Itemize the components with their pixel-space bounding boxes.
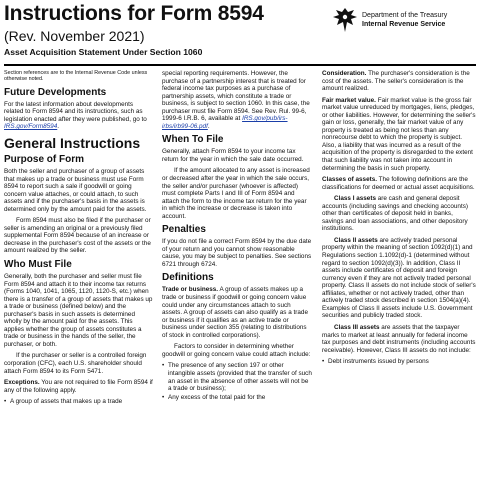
- department-label: Department of the Treasury: [362, 12, 448, 19]
- agency-block: [332, 6, 478, 36]
- intro-note: Section references are to the Internal Revenue Code unless otherwise noted.: [4, 70, 148, 83]
- classes-paragraph: Classes of assets. The following definitions are the classifications for deemed or actual asset acquisitions.: [322, 176, 475, 191]
- when-paragraph-1: Generally, attach Form 8594 to your income tax return for the year in which the sale date occurred.: [162, 148, 304, 163]
- purpose-paragraph-1: Both the seller and purchaser of a group of assets that makes up a trade or business must use Form 8594 to report such a sale if goodwill or going concern value attaches, or could attach, to such assets and if the purchaser's basis in the assets is determined only by the amount paid for the assets.: [4, 168, 147, 213]
- document-header: [4, 2, 304, 58]
- column-2: [162, 70, 312, 402]
- future-developments-heading: Future Developments: [4, 86, 107, 98]
- factors-bullet-1: • The presence of any section 197 or other intangible assets (provided that the transfer of such an asset in the absence of other assets will not be a trade or business);: [162, 362, 312, 392]
- document-subtitle: Asset Acquisition Statement Under Section 1060: [4, 47, 203, 57]
- when-to-file-heading: When To File: [162, 134, 224, 146]
- general-instructions-heading: General Instructions: [4, 135, 141, 151]
- purpose-heading: Purpose of Form: [4, 154, 85, 165]
- definitions-heading: Definitions: [162, 272, 214, 284]
- penalties-paragraph: If you do not file a correct Form 8594 by the due date of your return and you cannot show reasonable cause, you may be subject to penalties. See sections 6721 through 6724.: [162, 238, 312, 268]
- column-3: [322, 70, 476, 367]
- treasury-eagle-icon: [332, 6, 358, 34]
- exceptions-label: Exceptions.: [4, 379, 40, 387]
- irs-label: Internal Revenue Service: [362, 21, 446, 28]
- fmv-label: Fair market value.: [322, 96, 376, 104]
- class-3-label: Class III assets: [334, 323, 380, 331]
- penalties-heading: Penalties: [162, 224, 206, 236]
- when-paragraph-2: If the amount allocated to any asset is increased or decreased after the year in which the sale occurs, the seller and/or purchaser (whoever is affected) must complete Parts I and III of Form 8594 and attach the form to the income tax return for the year in which the increase or decrease is taken into account.: [162, 167, 310, 220]
- column-1: [4, 70, 153, 407]
- purpose-paragraph-2: Form 8594 must also be filed if the purchaser or seller is amending an original or a previously filed supplemental Form 8594 because of an increase or decrease in the purchaser's cost of the assets or the amount realized by the seller.: [4, 217, 151, 255]
- consideration-paragraph: Consideration. The purchaser's consideration is the cost of the assets. The seller's consideration is the amount realized.: [322, 70, 470, 93]
- factors-bullet-2: • Any excess of the total paid for the: [162, 394, 312, 402]
- fair-market-value-paragraph: Fair market value. Fair market value is the gross fair market value unreduced by mortgages, liens, pledges, or other liabilities. However, for determining the seller's gain or loss, generally, the fair market value of any property is treated as being not less than any nonrecourse debt to which the property is subject. Also, a liability that was incurred as a result of the acquisition of the property is disregarded to the extent that such liability was not taken into account in determining the basis in such property.: [322, 96, 476, 172]
- rev-rul-link[interactable]: IRS.gov/pub/irs-irbs/irb99-06.pdf: [162, 115, 288, 130]
- who-paragraph-2: If the purchaser or seller is a controlled foreign corporation (CFC), each U.S. shareholder should attach Form 8594 to its Form 5471.: [4, 352, 147, 375]
- factors-paragraph: Factors to consider in determining whether goodwill or going concern value could attach include:: [162, 343, 311, 358]
- exceptions-bullet: • A group of assets that makes up a trade: [4, 398, 153, 406]
- class-2-label: Class II assets: [334, 236, 378, 244]
- header-divider: [4, 64, 476, 66]
- form8594-link[interactable]: IRS.gov/Form8594: [4, 123, 58, 131]
- who-must-file-heading: Who Must File: [4, 259, 72, 271]
- exceptions-paragraph: Exceptions. You are not required to file Form 8594 if any of the following apply.: [4, 379, 153, 394]
- class-3-paragraph: Class III assets are assets that the taxpayer marks to market at least annually for federal income tax purposes and debt instruments (including accounts receivable). However, Class III assets do not include:: [322, 323, 476, 354]
- trade-or-business-paragraph: Trade or business. A group of assets makes up a trade or business if goodwill or going concern value could under any circumstances attach to such assets. A group of assets can also qualify as a trade or business if it qualifies as an active trade or business under section 355 (relating to distributions of stock in controlled corporations).: [162, 286, 308, 339]
- revision-date: (Rev. November 2021): [4, 28, 145, 44]
- class-1-label: Class I assets: [334, 195, 376, 203]
- consideration-label: Consideration.: [322, 70, 367, 77]
- future-developments-text: For the latest information about developments related to Form 8594 and its instructions, such as legislation enacted after they were published, go to IRS.gov/Form8594.: [4, 100, 147, 131]
- class-3-bullet: • Debt instruments issued by persons: [322, 358, 476, 366]
- classes-label: Classes of assets.: [322, 176, 378, 184]
- trade-label: Trade or business.: [162, 286, 219, 294]
- who-paragraph-1: Generally, both the purchaser and seller must file Form 8594 and attach it to their income tax returns (Forms 1040, 1041, 1065, 1120, 1120-S, etc.) when there is a transfer of a group of assets that makes up a trade or business (defined below) and the purchaser's basis in such assets is determined wholly by the amount paid for the assets. This applies whether the group of assets constitutes a trade or business in the hands of the seller, the purchaser, or both.: [4, 273, 153, 348]
- agency-name: [362, 11, 447, 29]
- class-2-paragraph: Class II assets are actively traded personal property within the meaning of section 1092(d)(1) and Regulations section 1.1092(d)-1 (determined without regard to section 1092(d)(3)). In addition, Class II assets include certificates of deposit and foreign currency even if they are not actively traded personal property. Class II assets do not include stock of seller's affiliates, whether or not actively traded, other than actively traded stock described in section 1504(a)(4). Examples of Class II assets include U.S. Government securities and publicly traded stock.: [322, 236, 476, 320]
- document-title: Instructions for Form 8594: [4, 2, 264, 25]
- partnership-paragraph: special reporting requirements. However, the purchase of a partnership interest that is treated for federal income tax purposes as a purchase of partnership assets, which constitute a trade or business, is subject to section 1060. In this case, the purchaser must file Form 8594. See Rev. Rul. 99-6, 1999-6 I.R.B. 6, available at IRS.gov/pub/irs-irbs/irb99-06.pdf.: [162, 70, 310, 130]
- class-1-paragraph: Class I assets are cash and general deposit accounts (including savings and checking accounts) other than certificates of deposit held in banks, savings and loan associations, and other depository institutions.: [322, 195, 468, 233]
